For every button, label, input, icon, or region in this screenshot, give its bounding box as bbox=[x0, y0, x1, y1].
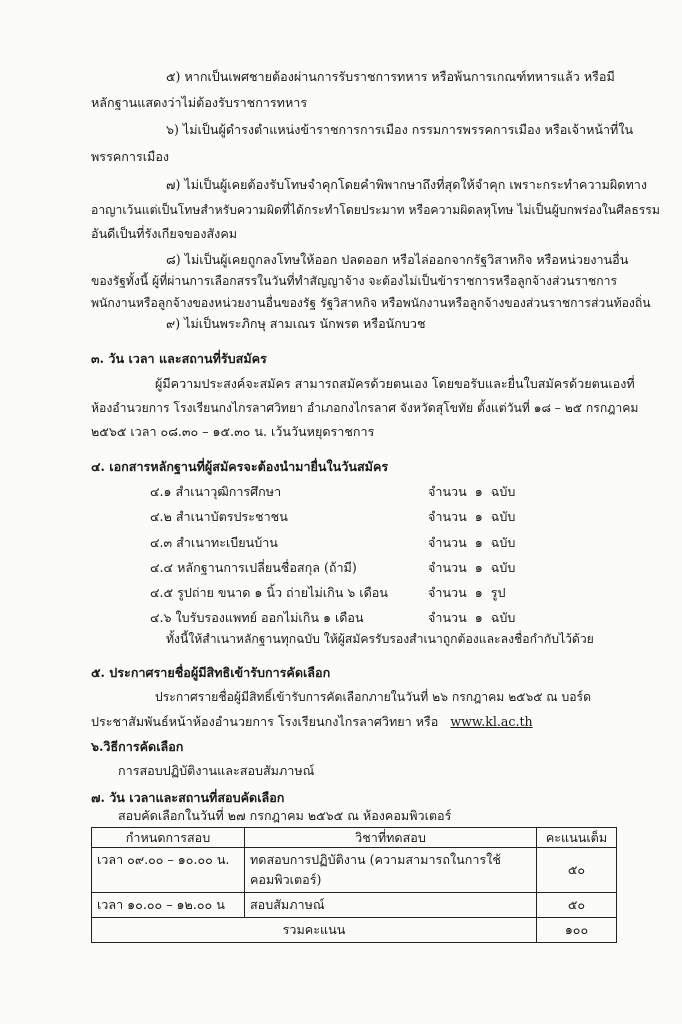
exam-score: ๕๐ bbox=[537, 893, 617, 918]
header-subject: วิชาที่ทดสอบ bbox=[245, 828, 537, 848]
website-link[interactable]: www.kl.ac.th bbox=[450, 714, 533, 729]
qualification-8-line-1: ๘) ไม่เป็นผู้เคยถูกลงโทษให้ออก ปลดออก หรือไล่ออกจากรัฐวิสาหกิจ หรือหน่วยงานอื่น bbox=[166, 252, 629, 267]
document-item-name: ๔.๒ สำเนาบัตรประชาชน bbox=[150, 509, 288, 524]
document-item bbox=[0, 612, 682, 632]
qualification-8-line-3: พนักงานหรือลูกจ้างของหน่วยงานอื่นของรัฐ รัฐวิสาหกิจ หรือพนักงานหรือลูกจ้างของส่วนราชการส่วนท้องถิ่น bbox=[91, 296, 651, 310]
document-item bbox=[0, 587, 682, 607]
header-score: คะแนนเต็ม bbox=[537, 828, 617, 848]
section-3-line-2: ห้องอำนวยการ โรงเรียนกงไกรลาศวิทยา อำเภอกงไกรลาศ จังหวัดสุโขทัย ตั้งแต่วันที่ ๑๘ – ๒๕ กรกฎาคม bbox=[91, 401, 639, 415]
qualification-5-line-2: หลักฐานแสดงว่าไม่ต้องรับราชการทหาร bbox=[91, 95, 308, 110]
table-row bbox=[92, 848, 617, 893]
total-score: ๑๐๐ bbox=[537, 918, 617, 943]
section-5-line-2 bbox=[91, 716, 533, 729]
section-3-heading: ๓. วัน เวลา และสถานที่รับสมัคร bbox=[91, 351, 267, 366]
qualification-7-line-1: ๗) ไม่เป็นผู้เคยต้องรับโทษจำคุกโดยคำพิพากษาถึงที่สุดให้จำคุก เพราะกระทำความผิดทาง bbox=[166, 177, 648, 192]
document-item-quantity: จำนวน ๑ รูป bbox=[428, 585, 506, 600]
qualification-7-line-2: อาญาเว้นแต่เป็นโทษสำหรับความผิดที่ได้กระทำโดยประมาท หรือความผิดลหุโทษ ไม่เป็นผู้บกพร่องในศีลธรรม bbox=[91, 203, 660, 217]
section-7-heading: ๗. วัน เวลาและสถานที่สอบคัดเลือก bbox=[91, 790, 285, 805]
table-row bbox=[92, 893, 617, 918]
header-schedule: กำหนดการสอบ bbox=[92, 828, 245, 848]
section-6-heading: ๖.วิธีการคัดเลือก bbox=[91, 739, 184, 754]
exam-subject: ทดสอบการปฏิบัติงาน (ความสามารถในการใช้คอมพิวเตอร์) bbox=[245, 848, 537, 893]
document-item bbox=[0, 537, 682, 557]
document-item-name: ๔.๓ สำเนาทะเบียนบ้าน bbox=[150, 535, 278, 550]
qualification-6-line-2: พรรคการเมือง bbox=[91, 149, 170, 164]
qualification-7-line-3: อันดีเป็นที่รังเกียจของสังคม bbox=[91, 226, 238, 241]
section-6-line-1: การสอบปฏิบัติงานและสอบสัมภาษณ์ bbox=[118, 763, 315, 778]
document-item-name: ๔.๖ ใบรับรองแพทย์ ออกไม่เกิน ๑ เดือน bbox=[150, 610, 364, 625]
section-7-line-1: สอบคัดเลือกในวันที่ ๒๗ กรกฎาคม ๒๕๖๕ ณ ห้องคอมพิวเตอร์ bbox=[118, 808, 452, 823]
qualification-5-line-1: ๕) หากเป็นเพศชายต้องผ่านการรับราชการทหาร หรือพ้นการเกณฑ์ทหารแล้ว หรือมี bbox=[166, 69, 615, 84]
document-item bbox=[0, 562, 682, 582]
document-item-quantity: จำนวน ๑ ฉบับ bbox=[428, 484, 516, 499]
document-item bbox=[0, 486, 682, 506]
qualification-9-line-1: ๙) ไม่เป็นพระภิกษุ สามเณร นักพรต หรือนักบวช bbox=[166, 316, 426, 331]
section-4-heading: ๔. เอกสารหลักฐานที่ผู้สมัครจะต้องนำมายื่นในวันสมัคร bbox=[91, 459, 389, 474]
table-total-row bbox=[92, 918, 617, 943]
document-item-quantity: จำนวน ๑ ฉบับ bbox=[428, 509, 516, 524]
qualification-8-line-2: ของรัฐทั้งนี้ ผู้ที่ผ่านการเลือกสรรในวันที่ทำสัญญาจ้าง จะต้องไม่เป็นข้าราชการหรือลูกจ้างส่วนราชการ bbox=[91, 274, 618, 288]
exam-subject: สอบสัมภาษณ์ bbox=[245, 893, 537, 918]
document-item-name: ๔.๑ สำเนาวุฒิการศึกษา bbox=[150, 484, 282, 499]
document-item-quantity: จำนวน ๑ ฉบับ bbox=[428, 560, 516, 575]
document-item-quantity: จำนวน ๑ ฉบับ bbox=[428, 535, 516, 550]
section-3-line-3: ๒๕๖๕ เวลา ๐๘.๓๐ – ๑๕.๓๐ น. เว้นวันหยุดราชการ bbox=[91, 424, 375, 439]
qualification-6-line-1: ๖) ไม่เป็นผู้ดำรงตำแหน่งข้าราชการการเมือง กรรมการพรรคการเมือง หรือเจ้าหน้าที่ใน bbox=[166, 122, 634, 137]
table-header-row bbox=[92, 828, 617, 848]
section-5-line-1: ประกาศรายชื่อผู้มีสิทธิ์เข้ารับการคัดเลือกภายในวันที่ ๒๖ กรกฎาคม ๒๕๖๕ ณ บอร์ด bbox=[155, 690, 591, 704]
document-item-quantity: จำนวน ๑ ฉบับ bbox=[428, 610, 516, 625]
document-item-name: ๔.๕ รูปถ่าย ขนาด ๑ นิ้ว ถ่ายไม่เกิน ๖ เดือน bbox=[150, 585, 388, 600]
document-item-name: ๔.๔ หลักฐานการเปลี่ยนชื่อสกุล (ถ้ามี) bbox=[150, 560, 357, 575]
exam-score: ๕๐ bbox=[537, 848, 617, 893]
schedule-time: เวลา ๐๙.๐๐ – ๑๐.๐๐ น. bbox=[92, 848, 245, 893]
total-label: รวมคะแนน bbox=[92, 918, 537, 943]
exam-schedule-table bbox=[91, 827, 617, 943]
schedule-time: เวลา ๑๐.๐๐ – ๑๒.๐๐ น bbox=[92, 893, 245, 918]
section-5-line-2-text: ประชาสัมพันธ์หน้าห้องอำนวยการ โรงเรียนกงไกรลาศวิทยา หรือ bbox=[91, 714, 439, 729]
section-3-line-1: ผู้มีความประสงค์จะสมัคร สามารถสมัครด้วยตนเอง โดยขอรับและยื่นใบสมัครด้วยตนเองที่ bbox=[155, 376, 635, 391]
section-5-heading: ๕. ประกาศรายชื่อผู้มีสิทธิเข้ารับการคัดเลือก bbox=[91, 665, 331, 680]
section-4-note: ทั้งนี้ให้สำเนาหลักฐานทุกฉบับ ให้ผู้สมัครรับรองสำเนาถูกต้องและลงชื่อกำกับไว้ด้วย bbox=[166, 632, 594, 646]
document-item bbox=[0, 511, 682, 531]
